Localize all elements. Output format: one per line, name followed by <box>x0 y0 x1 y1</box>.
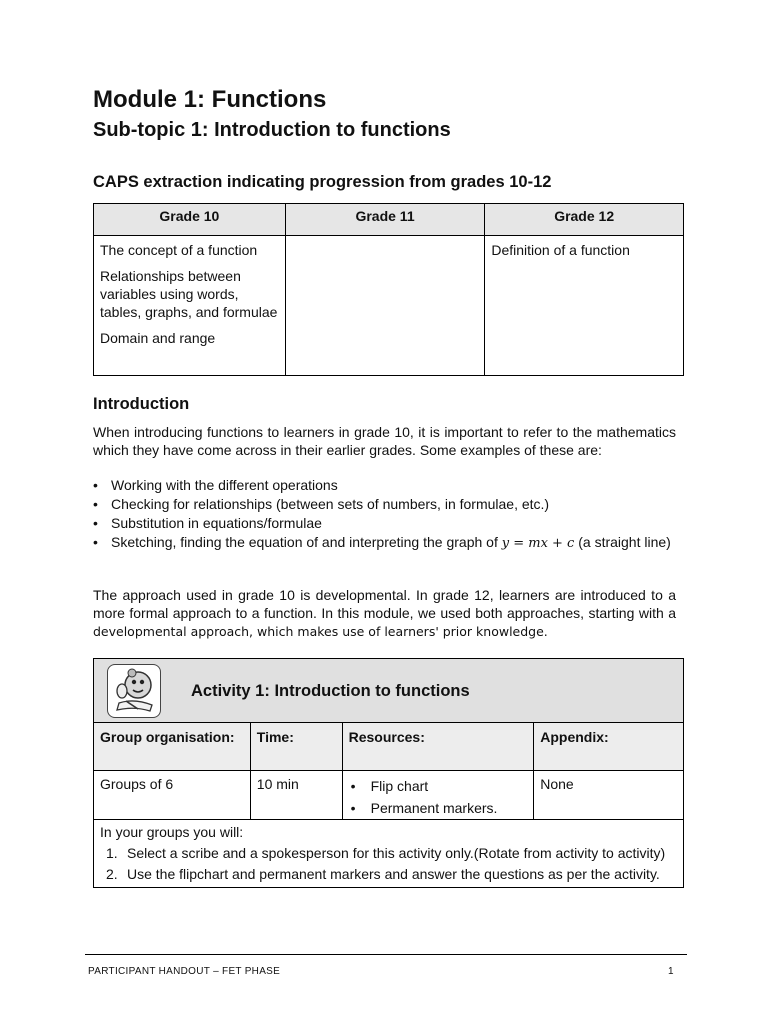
activity-header-row <box>94 659 684 723</box>
resource-item: • Permanent markers. <box>349 797 528 819</box>
appendix-value: None <box>534 771 684 820</box>
step-number: 2. <box>106 866 118 882</box>
resources-list <box>349 775 528 819</box>
activity-table <box>93 658 684 888</box>
step-text: Use the flipchart and permanent markers and answer the questions as per the activity. <box>127 866 660 882</box>
header-time: Time: <box>250 723 342 771</box>
instructions-list <box>100 843 677 885</box>
step-text: Select a scribe and a spokesperson for this activity only.(Rotate from activity to activity) <box>127 845 666 861</box>
bullet-text: (a straight line) <box>578 534 671 550</box>
header-resources: Resources: <box>342 723 534 771</box>
resources-cell <box>342 771 534 820</box>
instructions-intro: In your groups you will: <box>100 824 244 840</box>
introduction-paragraph: When introducing functions to learners in grade 10, it is important to refer to the mathematics which they have come across in their earlier grades. Some examples of these are: <box>93 424 676 458</box>
header-grade-10: Grade 10 <box>94 204 286 236</box>
header-grade-12: Grade 12 <box>485 204 684 236</box>
introduction-heading: Introduction <box>93 395 190 413</box>
activity-header <box>94 659 683 722</box>
time-value: 10 min <box>250 771 342 820</box>
instructions-cell <box>94 820 684 888</box>
grade-12-cell <box>485 236 684 376</box>
approach-text-tail: developmental approach, which makes use of learners' prior knowledge. <box>93 624 548 639</box>
approach-text: The approach used in grade 10 is developmental. In grade 12, learners are introduced to a more formal approach to a function. In this module, we used both approaches, starting with a <box>93 587 676 621</box>
header-grade-11: Grade 11 <box>285 204 485 236</box>
bullet-text: Sketching, finding the equation of and interpreting the graph of <box>111 534 498 550</box>
list-item: • Checking for relationships (between sets of numbers, in formulae, etc.) <box>93 495 676 514</box>
caps-header-row <box>94 204 684 236</box>
instruction-step <box>100 843 677 864</box>
grade-11-cell <box>285 236 485 376</box>
caps-content-row <box>94 236 684 376</box>
header-appendix: Appendix: <box>534 723 684 771</box>
activity-title: Activity 1: Introduction to functions <box>191 681 470 700</box>
grade-10-item: Domain and range <box>100 330 216 346</box>
activity-instructions-row <box>94 820 684 888</box>
instruction-step <box>100 864 677 885</box>
activity-column-headers <box>94 723 684 771</box>
list-item: • Substitution in equations/formulae <box>93 514 676 533</box>
list-item: • Working with the different operations <box>93 476 676 495</box>
examples-list <box>93 476 676 553</box>
resource-item: • Flip chart <box>349 775 528 797</box>
step-number: 1. <box>106 845 118 861</box>
footer-label: PARTICIPANT HANDOUT – FET PHASE <box>88 966 281 977</box>
module-title: Module 1: Functions <box>93 86 327 113</box>
grade-12-item: Definition of a function <box>491 242 630 258</box>
thinking-face-icon <box>107 664 161 718</box>
caps-heading: CAPS extraction indicating progression from grades 10-12 <box>93 173 552 191</box>
equation: y = mx + c <box>501 536 575 551</box>
grade-10-item: Relationships between variables using words, tables, graphs, and formulae <box>100 268 278 320</box>
list-item <box>93 533 676 553</box>
caps-table <box>93 203 684 376</box>
subtopic-title: Sub-topic 1: Introduction to functions <box>93 119 451 141</box>
header-group-organisation: Group organisation: <box>94 723 251 771</box>
activity-values-row <box>94 771 684 820</box>
grade-10-item: The concept of a function <box>100 242 258 258</box>
grade-10-cell <box>94 236 286 376</box>
group-value: Groups of 6 <box>94 771 251 820</box>
approach-paragraph <box>93 586 676 641</box>
page-number: 1 <box>668 966 674 977</box>
footer-divider <box>85 954 687 955</box>
